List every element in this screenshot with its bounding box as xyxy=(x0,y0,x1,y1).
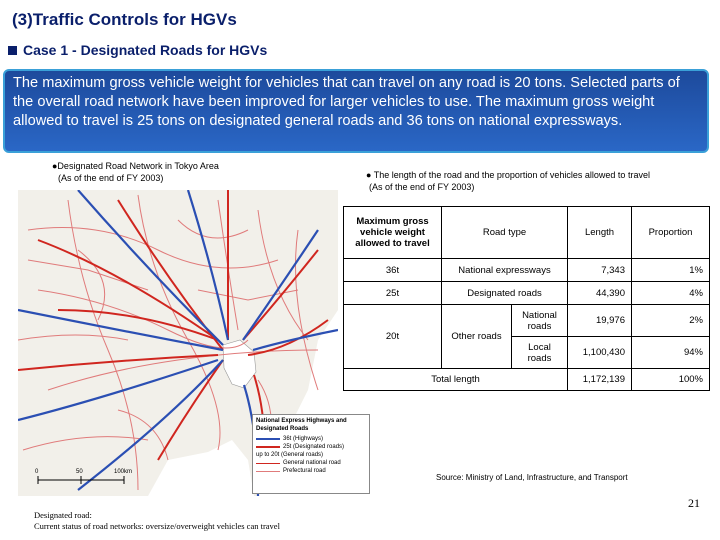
table-row xyxy=(344,259,710,282)
footnote-line1: Designated road: xyxy=(34,510,92,520)
legend-line-designated xyxy=(256,446,280,448)
cell-road-type: National roads xyxy=(512,305,568,337)
footnote xyxy=(34,510,280,532)
header-proportion: Proportion xyxy=(632,207,710,259)
road-length-table xyxy=(343,206,710,391)
legend-label-general: up to 20t (General roads) xyxy=(256,452,324,458)
cell-length: 7,343 xyxy=(568,259,632,282)
table-caption-line1: ● The length of the road and the proportion of vehicles allowed to travel xyxy=(366,170,650,180)
cell-road-type: Local roads xyxy=(512,337,568,369)
header-weight: Maximum gross vehicle weight allowed to travel xyxy=(344,207,442,259)
cell-weight: 20t xyxy=(344,305,442,369)
cell-total-length: 1,172,139 xyxy=(568,369,632,391)
scale-label-0: 0 xyxy=(35,469,39,475)
legend-line-national xyxy=(256,463,280,464)
page-number: 21 xyxy=(688,496,700,510)
table-caption-line2: (As of the end of FY 2003) xyxy=(369,182,475,192)
cell-total-label: Total length xyxy=(344,369,568,391)
scale-label-50: 50 xyxy=(76,469,83,475)
cell-weight: 36t xyxy=(344,259,442,282)
scale-label-100: 100km xyxy=(114,469,133,475)
legend-label-prefectural: Prefectural road xyxy=(283,468,326,474)
cell-proportion: 2% xyxy=(632,305,710,337)
legend-line-highway xyxy=(256,438,280,440)
table-row xyxy=(344,305,710,337)
source-note: Source: Ministry of Land, Infrastructure, and Transport xyxy=(436,473,628,482)
cell-weight: 25t xyxy=(344,282,442,305)
map-caption-line2: (As of the end of FY 2003) xyxy=(58,173,164,183)
cell-length: 44,390 xyxy=(568,282,632,305)
legend-label-national: General national road xyxy=(283,460,341,466)
map-caption xyxy=(52,160,219,184)
cell-road-type: Designated roads xyxy=(442,282,568,305)
intro-box: The maximum gross vehicle weight for vehicles that can travel on any road is 20 tons. Selected parts of the overall road network have been improved for larger vehicles to use. The maximum gross weight allowed to travel is 25 tons on designated general roads and 36 tons on national expressways. xyxy=(3,69,709,153)
cell-road-type: National expressways xyxy=(442,259,568,282)
legend-row-national xyxy=(256,459,366,467)
legend-label-highways: 36t (Highways) xyxy=(283,436,324,442)
cell-road-group: Other roads xyxy=(442,305,512,369)
header-road-type: Road type xyxy=(442,207,568,259)
table-header-row xyxy=(344,207,710,259)
legend-label-designated: 25t (Designated roads) xyxy=(283,444,345,450)
map-legend xyxy=(252,414,370,494)
section-heading xyxy=(8,42,267,58)
map-legend-title: National Express Highways and Designated Roads xyxy=(256,418,347,432)
cell-proportion: 4% xyxy=(632,282,710,305)
table-row xyxy=(344,282,710,305)
square-bullet-icon xyxy=(8,46,17,55)
table-caption xyxy=(366,169,650,193)
map-caption-line1: ●Designated Road Network in Tokyo Area xyxy=(52,161,219,171)
slide-title: (3)Traffic Controls for HGVs xyxy=(12,10,237,29)
legend-row-designated xyxy=(256,443,366,451)
legend-line-prefectural xyxy=(256,471,280,472)
cell-length: 1,100,430 xyxy=(568,337,632,369)
footnote-line2: Current status of road networks: oversize/overweight vehicles can travel xyxy=(34,521,280,531)
cell-total-proportion: 100% xyxy=(632,369,710,391)
cell-proportion: 94% xyxy=(632,337,710,369)
section-heading-text: Case 1 - Designated Roads for HGVs xyxy=(23,42,268,58)
header-length: Length xyxy=(568,207,632,259)
table-total-row xyxy=(344,369,710,391)
legend-row-highways xyxy=(256,435,366,443)
cell-proportion: 1% xyxy=(632,259,710,282)
legend-row-prefectural xyxy=(256,467,366,475)
cell-length: 19,976 xyxy=(568,305,632,337)
